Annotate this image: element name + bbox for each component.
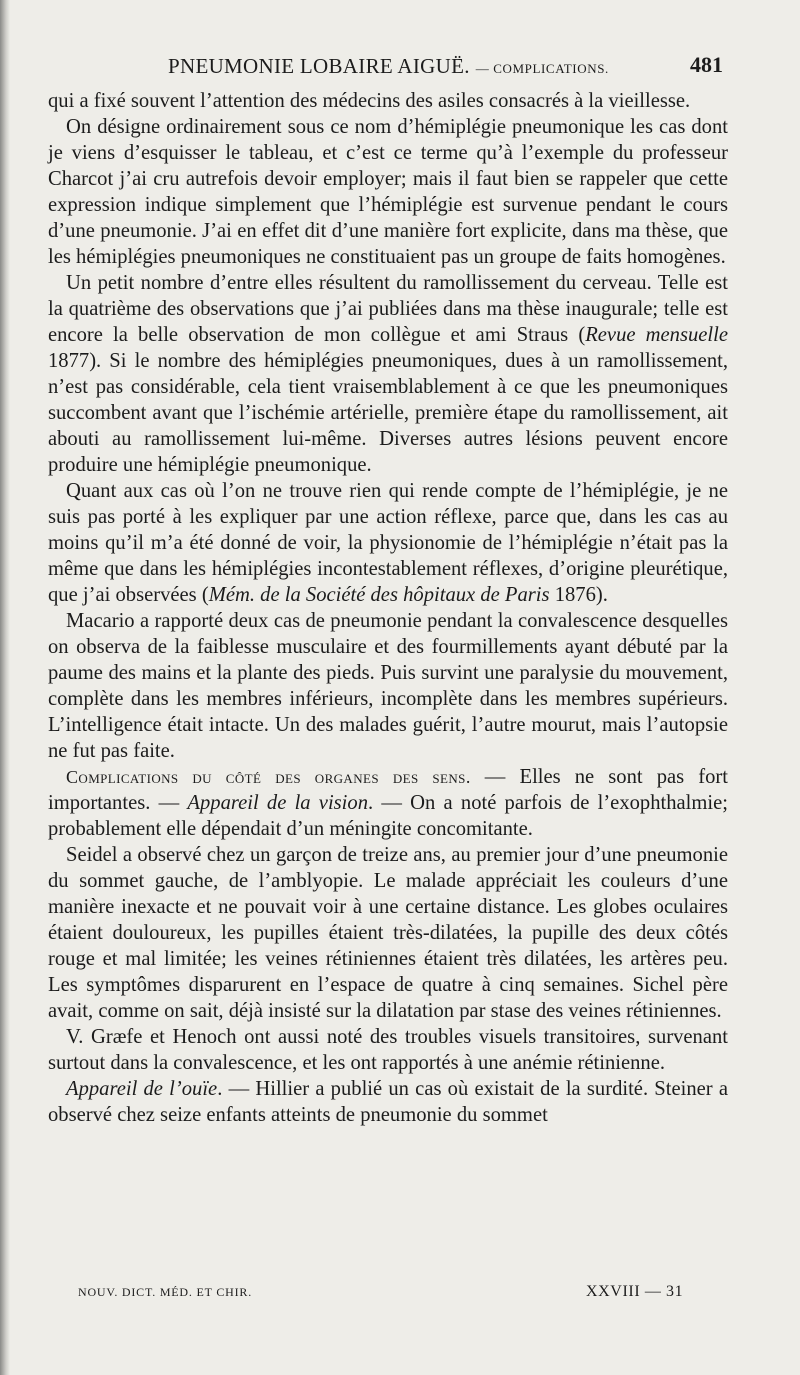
page-number: 481 [690,52,723,77]
paragraph [48,764,728,842]
running-header [0,48,800,78]
italic-run: Mém. de la Société des hôpitaux de Paris [208,584,550,606]
body-text [48,88,728,1128]
text-run: Un petit nombre d’entre elles résultent du ramollissement du cerveau. Telle est la quatrième des observations que j’ai publiées dans ma thèse inaugurale; telle est encore la belle observation de mon collègue et ami Straus ( [48,272,728,346]
section-heading: Complications du côté des organes des sens. [66,767,471,787]
text-run: On désigne ordinairement sous ce nom d’hémiplégie pneumonique les cas dont je viens d’esquisser le tableau, et c’est ce terme qu’à l’exemple du professeur Charcot j’ai cru autrefois devoir employer; mais il faut bien se rappeler que cette expression indique simplement que l’hémiplégie est survenue pendant le cours d’une pneumonie. J’ai en effet dit d’une manière fort explicite, dans ma thèse, que les hémiplégies pneumoniques ne constituaient pas un groupe de faits homogènes. [48,116,728,268]
book-spine-shadow [0,0,10,1375]
text-run: . — On a noté parfois de l’exophthalmie; probablement elle dépendait d’un méningite concomitante. [48,792,728,840]
paragraph [48,114,728,270]
header-subtitle: — COMPLICATIONS. [475,61,609,76]
paragraph [48,1024,728,1076]
text-run: qui a fixé souvent l’attention des médecins des asiles consacrés à la vieillesse. [48,90,691,112]
paragraph [48,88,728,114]
paragraph [48,270,728,478]
text-run: Quant aux cas où l’on ne trouve rien qui rende compte de l’hémiplégie, je ne suis pas porté à les expliquer par une action réflexe, parce que, dans les cas au moins qu’il m’a été donné de voir, la physionomie de l’hémiplégie n’était pas la même que dans les hémiplégies incontestablement réflexes, d’origine pleurétique, que j’ai observées ( [48,480,728,606]
footer-signature: NOUV. DICT. MÉD. ET CHIR. [78,1285,253,1299]
text-run: . — Hillier a publié un cas où existait de la surdité. Steiner a observé chez seize enfants atteints de pneumonie du sommet [48,1078,728,1126]
header-title: PNEUMONIE LOBAIRE AIGUË. — COMPLICATIONS. [168,54,609,78]
italic-run: Appareil de l’ouïe [66,1078,218,1100]
footer-volume-sheet: XXVIII — 31 [586,1283,684,1300]
text-run: 1876). [549,584,608,606]
paragraph [48,842,728,1024]
paragraph [48,608,728,764]
text-run: 1877). Si le nombre des hémiplégies pneumoniques, dues à un ramollissement, n’est pas considérable, cela tient vraisemblablement à ce que les pneumoniques succombent avant que l’ischémie artérielle, première étape du ramollissement, ait abouti au ramollissement lui-même. Diverses autres lésions peuvent encore produire une hémiplégie pneumonique. [48,350,728,476]
italic-run: Appareil de la vision [187,792,368,814]
text-run: V. Græfe et Henoch ont aussi noté des troubles visuels transitoires, survenant surtout dans la convalescence, et les ont rapportés à une anémie rétinienne. [48,1026,728,1074]
italic-run: Revue mensuelle [585,324,728,346]
paragraph [48,478,728,608]
paragraph [48,1076,728,1128]
text-run: Seidel a observé chez un garçon de treize ans, au premier jour d’une pneumonie du sommet gauche, de l’amblyopie. Le malade appréciait les couleurs d’une manière inexacte et ne pouvait voir à une certaine distance. Les globes oculaires étaient douloureux, les pupilles étaient très-dilatées, la pupille des deux côtés rouge et mal limitée; les veines rétiniennes étaient très dilatées, les artères peu. Les symptômes disparurent en l’espace de quatre à cinq semaines. Sichel père avait, comme on sait, déjà insisté sur la dilatation par stase des veines rétiniennes. [48,844,728,1022]
text-run: — Elles ne sont pas fort importantes. — [48,766,728,814]
page-footer [78,1283,688,1305]
text-run: Macario a rapporté deux cas de pneumonie pendant la convalescence desquelles on observa de la faiblesse musculaire et des fourmillements ayant débuté par la paume des mains et la plante des pieds. Puis survint une paralysie du mouvement, complète dans les membres inférieurs, incomplète dans les membres supérieurs. L’intelligence était intacte. Un des malades guérit, l’autre mourut, mais l’autopsie ne fut pas faite. [48,610,728,762]
